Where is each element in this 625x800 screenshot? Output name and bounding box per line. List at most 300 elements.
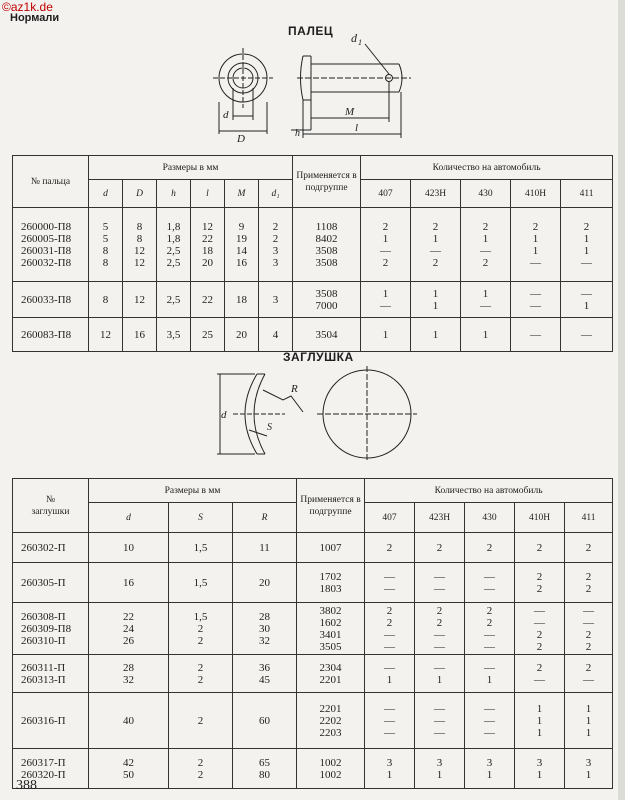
cell-line: 16 [236,256,247,269]
zaglushka-header-applied: Применяется в подгруппе [297,479,365,533]
cell-q407 [365,693,415,749]
cell-line: 260317-П [21,756,66,769]
cell-group [297,603,365,655]
cell-q423 [415,603,465,655]
cell-line: 1 [486,768,493,781]
cell-line: 2 [585,640,592,653]
cell-line: — [484,714,496,727]
cell-line: — [534,604,546,617]
zaglushka-label-d: d [221,409,227,421]
cell-q411 [565,603,613,655]
cell-q411 [565,533,613,563]
cell-q407 [361,318,411,352]
palets-label-d: d [223,109,229,121]
cell-line: 2 [536,640,543,653]
cell-line: 2,5 [166,256,181,269]
cell-line: 1702 [319,570,342,583]
cell-q407 [361,208,411,282]
cell-line: 1007 [319,541,342,554]
cell-q411 [565,749,613,789]
cell-D [123,208,157,282]
cell-line: 260308-П [21,610,66,623]
cell-line: — [583,616,595,629]
cell-line: 8 [102,244,109,257]
cell-line: — [434,714,446,727]
cell-line: 22 [202,232,213,245]
cell-line: 50 [123,768,134,781]
scan-edge [618,0,625,800]
cell-line: 8 [136,220,143,233]
cell-line: 2 [585,541,592,554]
cell-line: — [434,702,446,715]
palets-label-d1: d [351,31,357,45]
cell-R [233,603,297,655]
cell-q410 [515,603,565,655]
cell-line: 32 [123,673,134,686]
cell-line: 2 [197,768,204,781]
cell-line: 260311-П [21,661,66,674]
cell-line: 3 [272,293,279,306]
zaglushka-col-410N: 410Н [515,503,565,533]
cell-q407 [365,563,415,603]
zaglushka-title: ЗАГЛУШКА [283,350,354,364]
cell-line: 19 [236,232,247,245]
cell-line: — [484,640,496,653]
cell-line: 1 [532,232,539,245]
cell-line: 1 [536,714,543,727]
cell-line: 2201 [319,673,342,686]
cell-S [169,563,233,603]
palets-col-407: 407 [361,180,411,208]
cell-line: 12 [134,293,145,306]
cell-line: 2 [482,256,489,269]
cell-line: 28 [123,661,134,674]
zaglushka-col-S: S [169,503,233,533]
cell-q430 [461,318,511,352]
cell-line: 3508 [315,244,338,257]
cell-line: 2304 [319,661,342,674]
cell-line: — [484,661,496,674]
cell-line: 1 [536,726,543,739]
zaglushka-col-423N: 423Н [415,503,465,533]
zaglushka-col-407: 407 [365,503,415,533]
cell-line: — [581,256,593,269]
table-row [13,693,613,749]
cell-line: — [484,702,496,715]
cell-line: 22 [123,610,134,623]
cell-line: 3 [272,244,279,257]
cell-q423 [415,563,465,603]
cell-q410 [515,749,565,789]
palets-col-411: 411 [561,180,613,208]
cell-line: 1 [585,726,592,739]
cell-line: 1002 [319,756,342,769]
cell-line: — [384,702,396,715]
cell-line: 1 [432,299,439,312]
cell-q410 [515,563,565,603]
cell-group [293,318,361,352]
cell-line: 260309-П8 [21,622,72,635]
cell-q410 [515,655,565,693]
cell-line: 2 [585,661,592,674]
zaglushka-col-R: R [233,503,297,533]
cell-line: — [434,726,446,739]
palets-header-number: № пальца [13,156,89,208]
palets-col-430: 430 [461,180,511,208]
cell-line: 260031-П8 [21,244,72,257]
cell-d [89,693,169,749]
cell-line: 1 [536,768,543,781]
cell-group [297,655,365,693]
cell-line: — [434,640,446,653]
cell-line: 260320-П [21,768,66,781]
palets-header-row-1 [13,156,613,180]
cell-line: 2 [197,634,204,647]
table-row [13,749,613,789]
cell-line: 2 [272,220,279,233]
zaglushka-header-sizes: Размеры в мм [89,479,297,503]
table-row [13,655,613,693]
zaglushka-header-number-bottom: заглушки [31,506,70,517]
watermark: ©az1k.de [2,0,53,14]
cell-R [233,533,297,563]
cell-line: — [384,726,396,739]
cell-d [89,318,123,352]
cell-codes [13,603,89,655]
cell-line: 2 [197,756,204,769]
cell-group [297,749,365,789]
cell-line: 32 [259,634,271,647]
zaglushka-table-body [13,533,613,789]
cell-line: 1 [432,232,439,245]
table-row [13,282,613,318]
cell-codes [13,208,89,282]
cell-l [191,208,225,282]
cell-line: 3 [386,756,393,769]
cell-line: 1 [382,287,389,300]
palets-drawing [205,30,435,145]
cell-q423 [415,655,465,693]
palets-header-applied: Применяется в подгруппе [293,156,361,208]
cell-q423 [415,693,465,749]
cell-q430 [465,533,515,563]
palets-label-l: l [355,122,359,134]
cell-d [89,563,169,603]
cell-q430 [465,655,515,693]
cell-line: 2 [386,616,393,629]
cell-line: 2 [585,570,592,583]
zaglushka-label-S: S [267,422,272,433]
cell-line: 2201 [319,702,342,715]
cell-q430 [461,282,511,318]
cell-line: — [534,673,546,686]
cell-line: 1 [382,328,389,341]
cell-line: 24 [123,622,134,635]
cell-M [225,282,259,318]
cell-line: 1 [585,702,592,715]
cell-line: 1,8 [166,220,181,233]
cell-line: 2 [585,628,592,641]
table-row [13,563,613,603]
cell-line: 2 [386,541,393,554]
cell-line: 260005-П8 [21,232,72,245]
cell-line: 1 [482,232,489,245]
cell-line: — [384,661,396,674]
zaglushka-col-430: 430 [465,503,515,533]
palets-table-body [13,208,613,352]
cell-line: 22 [202,293,213,306]
cell-line: — [484,726,496,739]
cell-line: 2 [486,541,493,554]
cell-line: 12 [134,244,145,257]
cell-line: — [384,628,396,641]
cell-q407 [365,749,415,789]
cell-line: 45 [259,673,271,686]
cell-line: 12 [202,220,213,233]
cell-line: 2 [432,220,439,233]
cell-line: 14 [236,244,247,257]
cell-q411 [561,208,613,282]
cell-line: 36 [259,661,271,674]
cell-line: 3508 [315,287,338,300]
cell-line: 4 [272,328,279,341]
cell-line: — [384,570,396,583]
cell-line: 28 [259,610,271,623]
cell-line: 5 [102,232,109,245]
table-row [13,208,613,282]
cell-line: 1,5 [193,610,208,623]
cell-line: 18 [236,293,247,306]
cell-line: 260033-П8 [21,293,72,306]
cell-line: — [430,244,442,257]
cell-line: 1 [482,328,489,341]
cell-line: 30 [259,622,271,635]
cell-line: 25 [202,328,213,341]
zaglushka-col-d: d [89,503,169,533]
cell-line: 2 [532,220,539,233]
cell-D [123,282,157,318]
cell-line: — [534,616,546,629]
cell-line: 2 [486,604,493,617]
running-head: Нормали [10,12,60,24]
zaglushka-header-row-1 [13,479,613,503]
cell-q430 [465,749,515,789]
cell-line: — [384,582,396,595]
cell-line: 2 [536,661,543,674]
cell-line: 16 [134,328,145,341]
cell-line: 7000 [315,299,338,312]
cell-line: — [380,244,392,257]
cell-line: 26 [123,634,134,647]
cell-line: 3 [536,756,543,769]
cell-line: 12 [100,328,111,341]
cell-line: 2203 [319,726,342,739]
cell-line: 3802 [319,604,342,617]
cell-q411 [565,563,613,603]
cell-line: 2 [536,628,543,641]
cell-R [233,655,297,693]
cell-line: 2 [197,714,204,727]
cell-d1 [259,318,293,352]
cell-d [89,282,123,318]
cell-line: — [530,256,542,269]
cell-line: 3 [486,756,493,769]
cell-codes [13,655,89,693]
cell-q430 [465,693,515,749]
cell-line: 2,5 [166,244,181,257]
cell-M [225,318,259,352]
palets-col-D: D [123,180,157,208]
cell-line: 18 [202,244,213,257]
palets-label-D: D [237,133,245,145]
cell-line: 2 [197,622,204,635]
cell-l [191,318,225,352]
cell-line: 2202 [319,714,342,727]
cell-line: 1 [382,232,389,245]
cell-q410 [511,318,561,352]
cell-d1 [259,208,293,282]
cell-line: 1 [432,328,439,341]
cell-q423 [411,282,461,318]
cell-q410 [515,693,565,749]
cell-q407 [365,533,415,563]
table-row [13,603,613,655]
cell-line: 2 [386,604,393,617]
cell-line: — [484,628,496,641]
cell-line: 1 [432,287,439,300]
cell-q407 [365,603,415,655]
cell-line: — [581,328,593,341]
palets-table [12,155,613,352]
cell-q411 [561,318,613,352]
cell-line: 1 [532,244,539,257]
cell-line: 11 [259,541,270,554]
cell-line: 1602 [319,616,342,629]
cell-codes [13,282,89,318]
cell-line: — [484,570,496,583]
zaglushka-header-number-top: № [45,494,56,505]
table-row [13,318,613,352]
cell-q411 [561,282,613,318]
cell-line: 2 [197,661,204,674]
cell-line: 2 [432,256,439,269]
palets-col-h: h [157,180,191,208]
cell-line: — [530,287,542,300]
cell-R [233,749,297,789]
cell-line: 80 [259,768,271,781]
cell-q410 [511,208,561,282]
cell-line: 2 [536,582,543,595]
cell-line: 1108 [315,220,338,233]
cell-line: — [583,604,595,617]
cell-line: 1 [386,673,393,686]
cell-q410 [515,533,565,563]
cell-line: 3 [436,756,443,769]
cell-q423 [415,533,465,563]
cell-line: 2 [272,232,279,245]
cell-line: 3,5 [166,328,181,341]
cell-line: 1 [386,768,393,781]
cell-line: 3508 [315,256,338,269]
cell-line: 42 [123,756,134,769]
cell-line: 12 [134,256,145,269]
cell-line: 3 [585,756,592,769]
cell-q407 [361,282,411,318]
cell-R [233,563,297,603]
cell-line: 9 [238,220,245,233]
palets-col-l: l [191,180,225,208]
cell-S [169,749,233,789]
cell-line: 1 [436,768,443,781]
cell-d [89,655,169,693]
cell-q407 [365,655,415,693]
cell-d [89,603,169,655]
cell-line: 3504 [315,328,338,341]
cell-line: 260313-П [21,673,66,686]
cell-line: 260305-П [21,576,66,589]
cell-line: 1 [585,768,592,781]
cell-S [169,603,233,655]
cell-line: 3401 [319,628,342,641]
cell-q411 [565,693,613,749]
cell-line: — [434,582,446,595]
palets-label-h: h [295,128,300,139]
palets-col-d: d [89,180,123,208]
cell-line: 20 [202,256,213,269]
palets-label-d1-sub: 1 [358,38,362,47]
cell-group [293,208,361,282]
cell-line: 2 [436,604,443,617]
cell-S [169,693,233,749]
cell-line: 3 [272,256,279,269]
cell-codes [13,563,89,603]
zaglushka-label-R: R [291,383,298,395]
cell-line: 1 [583,232,590,245]
cell-d [89,749,169,789]
palets-col-d1: d₁ [259,180,293,208]
cell-codes [13,533,89,563]
cell-q430 [465,563,515,603]
cell-h [157,208,191,282]
cell-line: — [530,328,542,341]
cell-line: 2 [382,220,389,233]
cell-line: 3505 [319,640,342,653]
cell-line: 2 [585,582,592,595]
cell-line: 260083-П8 [21,328,72,341]
cell-line: 1 [486,673,493,686]
cell-line: 1 [585,714,592,727]
cell-line: — [530,299,542,312]
zaglushka-drawing [205,362,435,464]
cell-line: 20 [259,576,271,589]
cell-line: — [480,299,492,312]
cell-q423 [411,208,461,282]
cell-line: 2 [486,616,493,629]
cell-line: — [480,244,492,257]
cell-line: 2 [536,541,543,554]
palets-header-qty: Количество на автомобиль [361,156,613,180]
palets-label-M: M [345,106,355,118]
cell-line: 16 [123,576,134,589]
table-row [13,533,613,563]
cell-line: 5 [102,220,109,233]
cell-line: 8 [102,293,109,306]
cell-line: — [434,628,446,641]
cell-line: — [583,673,595,686]
cell-line: 1 [436,673,443,686]
cell-line: 2 [197,673,204,686]
cell-M [225,208,259,282]
